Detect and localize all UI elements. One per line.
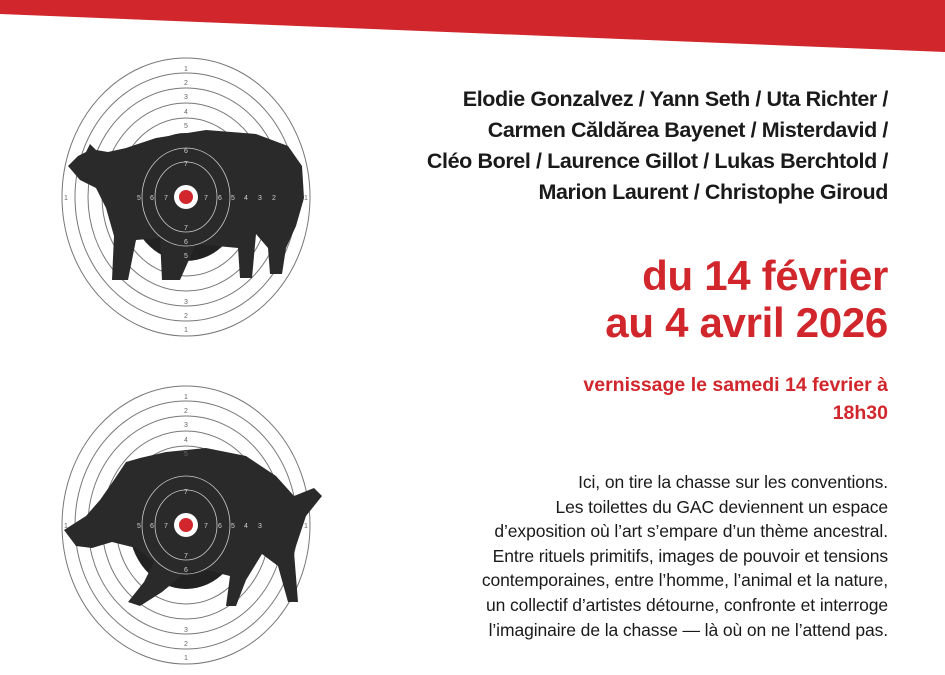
svg-text:7: 7 <box>184 489 188 496</box>
opening-time: 18h30 <box>832 402 888 424</box>
svg-text:3: 3 <box>184 299 188 306</box>
svg-text:4: 4 <box>184 109 188 116</box>
opening-date: vernissage le samedi 14 fevrier à <box>583 374 888 396</box>
svg-text:3: 3 <box>258 195 262 202</box>
svg-text:5: 5 <box>184 253 188 260</box>
svg-text:7: 7 <box>184 225 188 232</box>
svg-text:6: 6 <box>150 523 154 530</box>
description-text <box>328 470 888 642</box>
svg-text:1: 1 <box>304 195 308 202</box>
svg-text:4: 4 <box>184 437 188 444</box>
description-line: d’exposition où l’art s’empare d’un thème ancestral. <box>494 521 888 542</box>
svg-text:2: 2 <box>184 408 188 415</box>
svg-text:6: 6 <box>184 148 188 155</box>
svg-text:7: 7 <box>164 523 168 530</box>
svg-text:7: 7 <box>204 195 208 202</box>
svg-text:2: 2 <box>184 641 188 648</box>
description-line: l’imaginaire de la chasse — là où on ne l’attend pas. <box>488 619 888 640</box>
date-start: du 14 février <box>642 252 888 299</box>
svg-text:1: 1 <box>184 327 188 334</box>
svg-text:5: 5 <box>137 195 141 202</box>
svg-text:5: 5 <box>231 523 235 530</box>
description-line: un collectif d’artistes détourne, confronte et interroge <box>486 594 888 615</box>
svg-text:6: 6 <box>184 239 188 246</box>
artist-line: Marion Laurent / Christophe Giroud <box>538 180 888 204</box>
date-end: au 4 avril 2026 <box>605 299 888 346</box>
svg-text:1: 1 <box>184 655 188 662</box>
artist-line: Cléo Borel / Laurence Gillot / Lukas Berchtold / <box>426 149 888 173</box>
svg-text:7: 7 <box>204 523 208 530</box>
svg-text:1: 1 <box>184 394 188 401</box>
svg-text:3: 3 <box>184 627 188 634</box>
exhibition-dates <box>288 252 888 346</box>
description-line: Entre rituels primitifs, images de pouvoir et tensions <box>492 545 888 566</box>
svg-text:1: 1 <box>64 195 68 202</box>
svg-text:6: 6 <box>218 195 222 202</box>
svg-text:7: 7 <box>164 195 168 202</box>
svg-text:7: 7 <box>184 161 188 168</box>
svg-text:6: 6 <box>218 523 222 530</box>
svg-text:6: 6 <box>184 567 188 574</box>
svg-text:5: 5 <box>231 195 235 202</box>
boar-target-icon <box>56 376 328 674</box>
svg-text:4: 4 <box>244 523 248 530</box>
svg-text:5: 5 <box>184 123 188 130</box>
svg-text:2: 2 <box>272 195 276 202</box>
svg-text:2: 2 <box>184 313 188 320</box>
svg-text:1: 1 <box>304 523 308 530</box>
svg-text:3: 3 <box>184 422 188 429</box>
svg-text:4: 4 <box>244 195 248 202</box>
svg-text:3: 3 <box>184 94 188 101</box>
artist-line: Carmen Căldărea Bayenet / Misterdavid / <box>487 118 888 142</box>
opening-info <box>388 371 888 427</box>
artist-line: Elodie Gonzalvez / Yann Seth / Uta Richter / <box>462 87 888 111</box>
svg-text:6: 6 <box>150 195 154 202</box>
description-line: contemporaines, entre l’homme, l’animal et la nature, <box>481 570 888 591</box>
svg-text:5: 5 <box>184 451 188 458</box>
description-line: Les toilettes du GAC deviennent un espace <box>555 496 888 517</box>
svg-text:5: 5 <box>137 523 141 530</box>
svg-text:3: 3 <box>258 523 262 530</box>
svg-text:1: 1 <box>64 523 68 530</box>
description-line: Ici, on tire la chasse sur les conventions. <box>578 472 888 492</box>
svg-text:1: 1 <box>184 66 188 73</box>
artist-list <box>288 84 888 208</box>
svg-text:2: 2 <box>184 80 188 87</box>
svg-text:7: 7 <box>184 553 188 560</box>
